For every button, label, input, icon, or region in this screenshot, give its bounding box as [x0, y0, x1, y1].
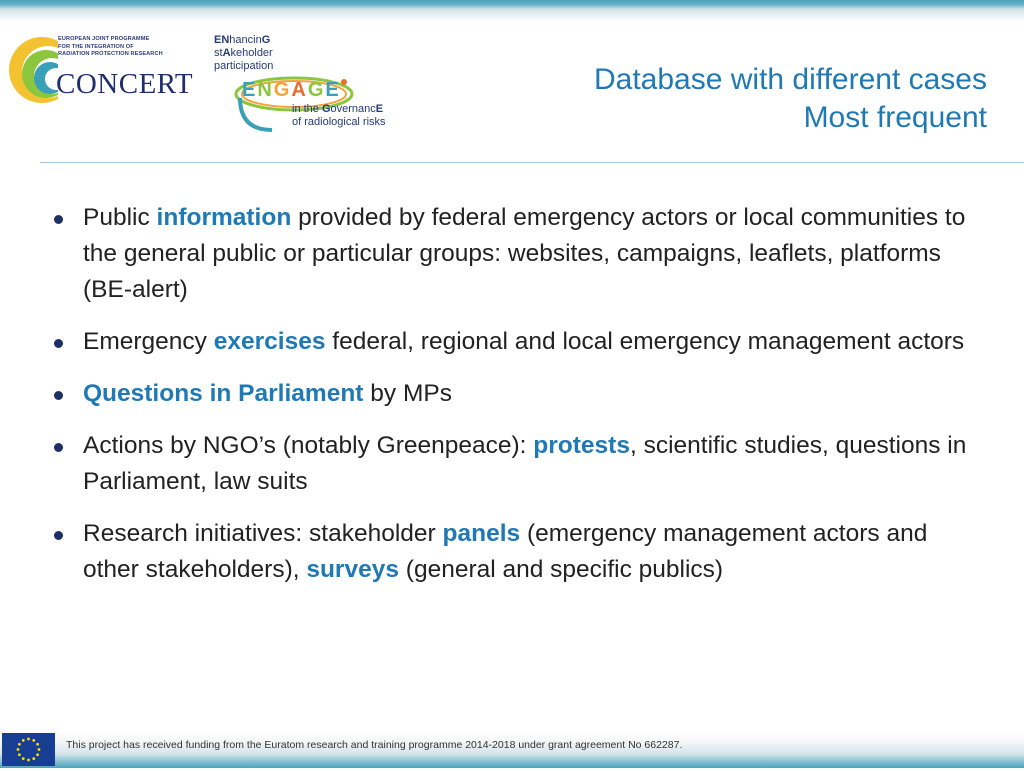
engage-tagline-bottom: [292, 103, 386, 129]
bullet-highlight: exercises: [213, 328, 326, 355]
bullet-text: federal, regional and local emergency management actors: [325, 328, 965, 355]
bullet-text: by MPs: [363, 380, 452, 407]
bullet-text: Public: [83, 204, 157, 231]
bullet-text: Actions by NGO’s (notably Greenpeace):: [83, 432, 534, 459]
slide-title: [594, 61, 987, 137]
slide-title-line-2: Most frequent: [803, 101, 987, 134]
bullet-dot-icon: [54, 531, 63, 540]
engage-letter: A: [291, 79, 308, 101]
bullet-item: [52, 516, 987, 588]
bullet-dot-icon: [54, 443, 63, 452]
concert-subtitle: [58, 36, 208, 59]
title-divider: [40, 162, 1024, 163]
bullet-dot-icon: [54, 339, 63, 348]
bullet-text: Research initiatives: stakeholder: [83, 520, 443, 547]
eu-flag-icon: [2, 733, 55, 766]
engage-line-2: stAkeholder: [214, 47, 273, 59]
engage-letter: G: [307, 79, 326, 101]
bullet-item: [52, 324, 987, 360]
bullet-item: [52, 428, 987, 500]
bullet-highlight: protests: [533, 432, 630, 459]
bullet-dot-icon: [54, 391, 63, 400]
funding-notice: This project has received funding from the Euratom research and training programme 2014-2018 under grant agreement No 662287.: [66, 739, 683, 751]
engage-letter: E: [325, 79, 341, 101]
concert-name: CONCERT: [56, 68, 194, 100]
engage-line-4: in the GovernancE: [292, 103, 384, 115]
bullet-highlight: surveys: [306, 556, 399, 583]
engage-wordmark: [242, 79, 341, 101]
engage-tagline-top: [214, 34, 273, 73]
bullet-item: [52, 376, 987, 412]
bullet-text: , scientific studies, questions in Parliament, law suits: [83, 432, 967, 495]
bullet-list: [52, 200, 987, 604]
bullet-text: (general and specific publics): [398, 556, 724, 583]
slide-title-line-1: Database with different cases: [593, 63, 987, 96]
concert-subtitle-line: FOR THE INTEGRATION OF: [58, 43, 134, 50]
bullet-item: [52, 200, 987, 308]
engage-letter: E: [242, 79, 258, 101]
engage-letter: G: [273, 79, 292, 101]
bullet-text: (emergency management actors and other stakeholders),: [83, 520, 928, 583]
concert-subtitle-line: RADIATION PROTECTION RESEARCH: [58, 51, 163, 58]
engage-line-3: participation: [214, 60, 274, 72]
eu-stars-icon: [2, 733, 55, 766]
bullet-highlight: Questions in Parliament: [83, 380, 364, 407]
engage-logo: [212, 34, 412, 134]
bullet-dot-icon: [54, 215, 63, 224]
top-accent-bar: [0, 0, 1024, 22]
bullet-highlight: information: [156, 204, 292, 231]
concert-logo: [8, 32, 208, 104]
engage-letter: N: [257, 79, 274, 101]
concert-subtitle-line: EUROPEAN JOINT PROGRAMME: [58, 36, 150, 42]
engage-line-1: ENhancinG: [214, 34, 271, 46]
bullet-text: provided by federal emergency actors or local communities to the general public or particular groups: websites, campaigns, leaflets, platforms (BE-alert): [83, 204, 966, 303]
bullet-highlight: panels: [442, 520, 521, 547]
bullet-text: Emergency: [83, 328, 214, 355]
engage-line-5: of radiological risks: [292, 116, 386, 128]
